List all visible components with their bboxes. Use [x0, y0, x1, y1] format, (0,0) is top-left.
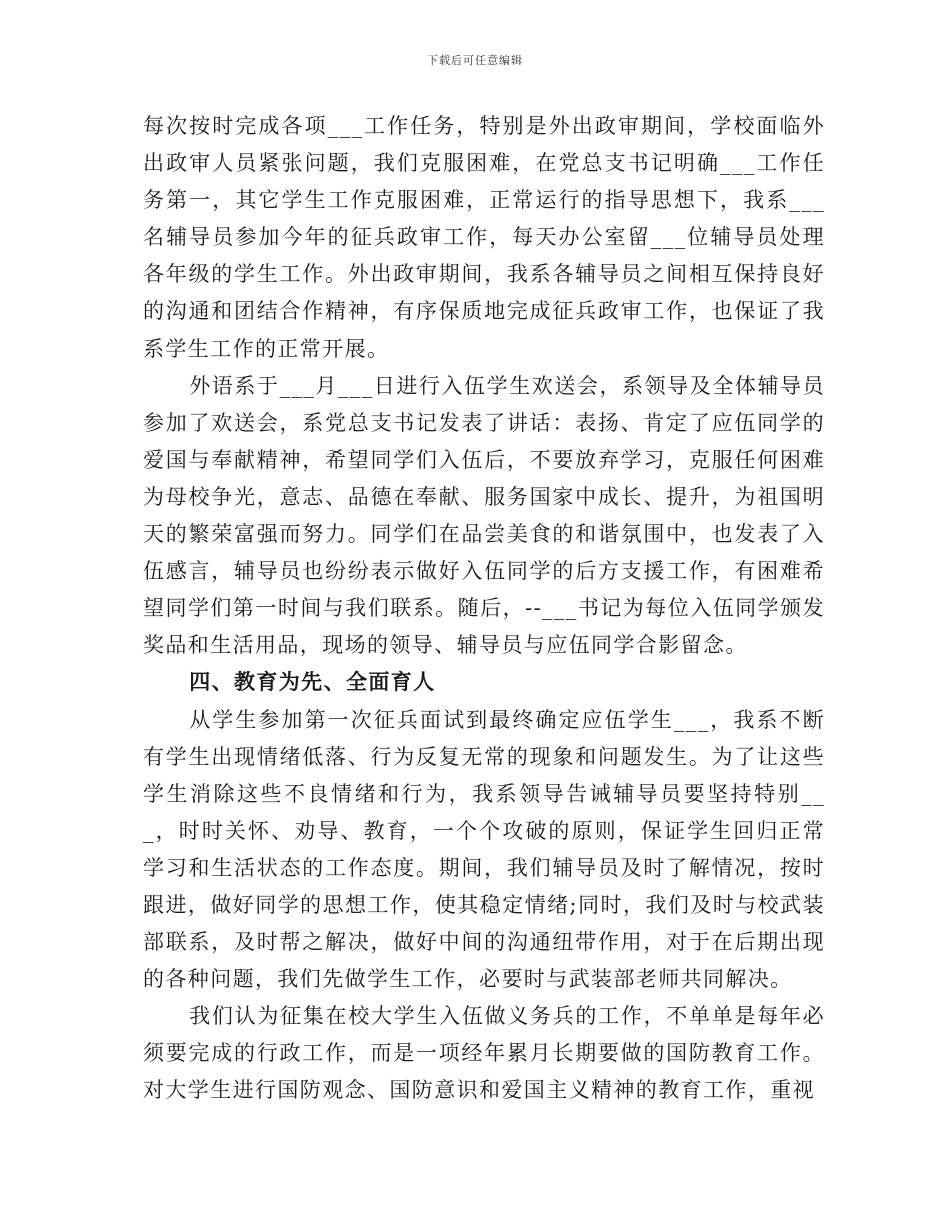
document-body: [143, 108, 825, 1110]
paragraph-continued: 每次按时完成各项___工作任务，特别是外出政审期间，学校面临外出政审人员紧张问题，我们克服困难，在党总支书记明确___工作任务第一，其它学生工作克服困难，正常运行的指导思想下，我系___名辅导员参加今年的征兵政审工作，每天办公室留___位辅导员处理各年级的学生工作。外出政审期间，我系各辅导员之间相互保持良好的沟通和团结合作精神，有序保质地完成征兵政审工作，也保证了我系学生工作的正常开展。: [143, 114, 825, 361]
paragraph-farewell-meeting: 外语系于___月___日进行入伍学生欢送会，系领导及全体辅导员参加了欢送会，系党总支书记发表了讲话：表扬、肯定了应伍同学的爱国与奉献精神，希望同学们入伍后，不要放弃学习，克服任何困难为母校争光，意志、品德在奉献、服务国家中成长、提升，为祖国明天的繁荣富强而努力。同学们在品尝美食的和谐氛围中，也发表了入伍感言，辅导员也纷纷表示做好入伍同学的后方支援工作，有困难希望同学们第一时间与我们联系。随后，--___书记为每位入伍同学颁发奖品和生活用品，现场的领导、辅导员与应伍同学合影留念。: [143, 373, 825, 658]
page-header-note: 下载后可任意编辑: [427, 54, 523, 67]
paragraph-national-defense: 我们认为征集在校大学生入伍做义务兵的工作，不单单是每年必须要完成的行政工作，而是一项经年累月长期要做的国防教育工作。对大学生进行国防观念、国防意识和爱国主义精神的教育工作，重视: [143, 1004, 825, 1103]
section-heading: 四、教育为先、全面育人: [189, 670, 436, 695]
paragraph-education: 从学生参加第一次征兵面试到最终确定应伍学生___，我系不断有学生出现情绪低落、行为反复无常的现象和问题发生。为了让这些学生消除这些不良情绪和行为，我系领导告诫辅导员要坚持特别___，时时关怀、劝导、教育，一个个攻破的原则，保证学生回归正常学习和生活状态的工作态度。期间，我们辅导员及时了解情况，按时跟进，做好同学的思想工作，使其稳定情绪;同时，我们及时与校武装部联系，及时帮之解决，做好中间的沟通纽带作用，对于在后期出现的各种问题，我们先做学生工作，必要时与武装部老师共同解决。: [143, 707, 825, 992]
